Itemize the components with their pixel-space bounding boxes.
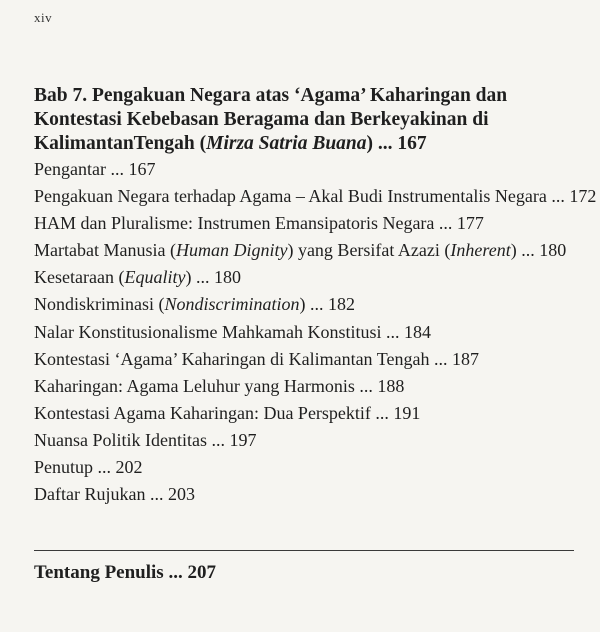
toc-entry: Nalar Konstitusionalisme Mahkamah Konstitusi ... 184 [34,321,431,342]
toc-entry-text: Nondiskriminasi ( [34,294,165,315]
toc-entry-page: ) ... 182 [299,294,356,315]
toc-entry-list [34,156,597,508]
toc-entry: Pengantar ... 167 [34,159,156,179]
toc-entry-term: Nondiscrimination [164,294,300,315]
toc-entry-text: Kesetaraan ( [34,267,125,288]
chapter-title: Bab 7. Pengakuan Negara atas ‘Agama’ Kaharingan dan Kontestasi Kebebasan Beragama dan Berkeyakinan di KalimantanTengah ( [34,85,508,154]
toc-entry-text: Martabat Manusia ( [34,240,176,261]
chapter-author: Mirza Satria Buana [206,133,367,154]
toc-entry [34,237,586,264]
chapter-page: ) ... 167 [366,133,427,154]
section-divider [34,550,574,551]
toc-entry [34,291,586,318]
toc-entry-term: Equality [124,267,186,288]
toc-entry-term: Inherent [450,240,511,261]
about-author-entry: Tentang Penulis ... 207 [34,562,216,583]
toc-entry-page: ) ... 180 [185,267,241,288]
toc-entry-page: ) ... 180 [510,240,567,261]
toc-entry: Nuansa Politik Identitas ... 197 [34,429,257,450]
toc-entry: Daftar Rujukan ... 203 [34,484,195,505]
page-number: xiv [34,10,53,25]
toc-entry-term: Human Dignity [175,240,288,261]
toc-entry: Penutup ... 202 [34,457,143,478]
toc-entry: Pengakuan Negara terhadap Agama – Akal Budi Instrumentalis Negara ... 172 [34,186,597,207]
toc-entry: Kontestasi ‘Agama’ Kaharingan di Kalimantan Tengah ... 187 [34,348,479,369]
toc-entry: Kontestasi Agama Kaharingan: Dua Perspektif ... 191 [34,402,421,423]
toc-entry [34,264,586,291]
toc-entry: HAM dan Pluralisme: Instrumen Emansipatoris Negara ... 177 [34,213,484,234]
toc-entry: Kaharingan: Agama Leluhur yang Harmonis ... 188 [34,375,405,396]
chapter-heading [34,84,574,156]
toc-entry-text: ) yang Bersifat Azazi ( [287,240,451,261]
